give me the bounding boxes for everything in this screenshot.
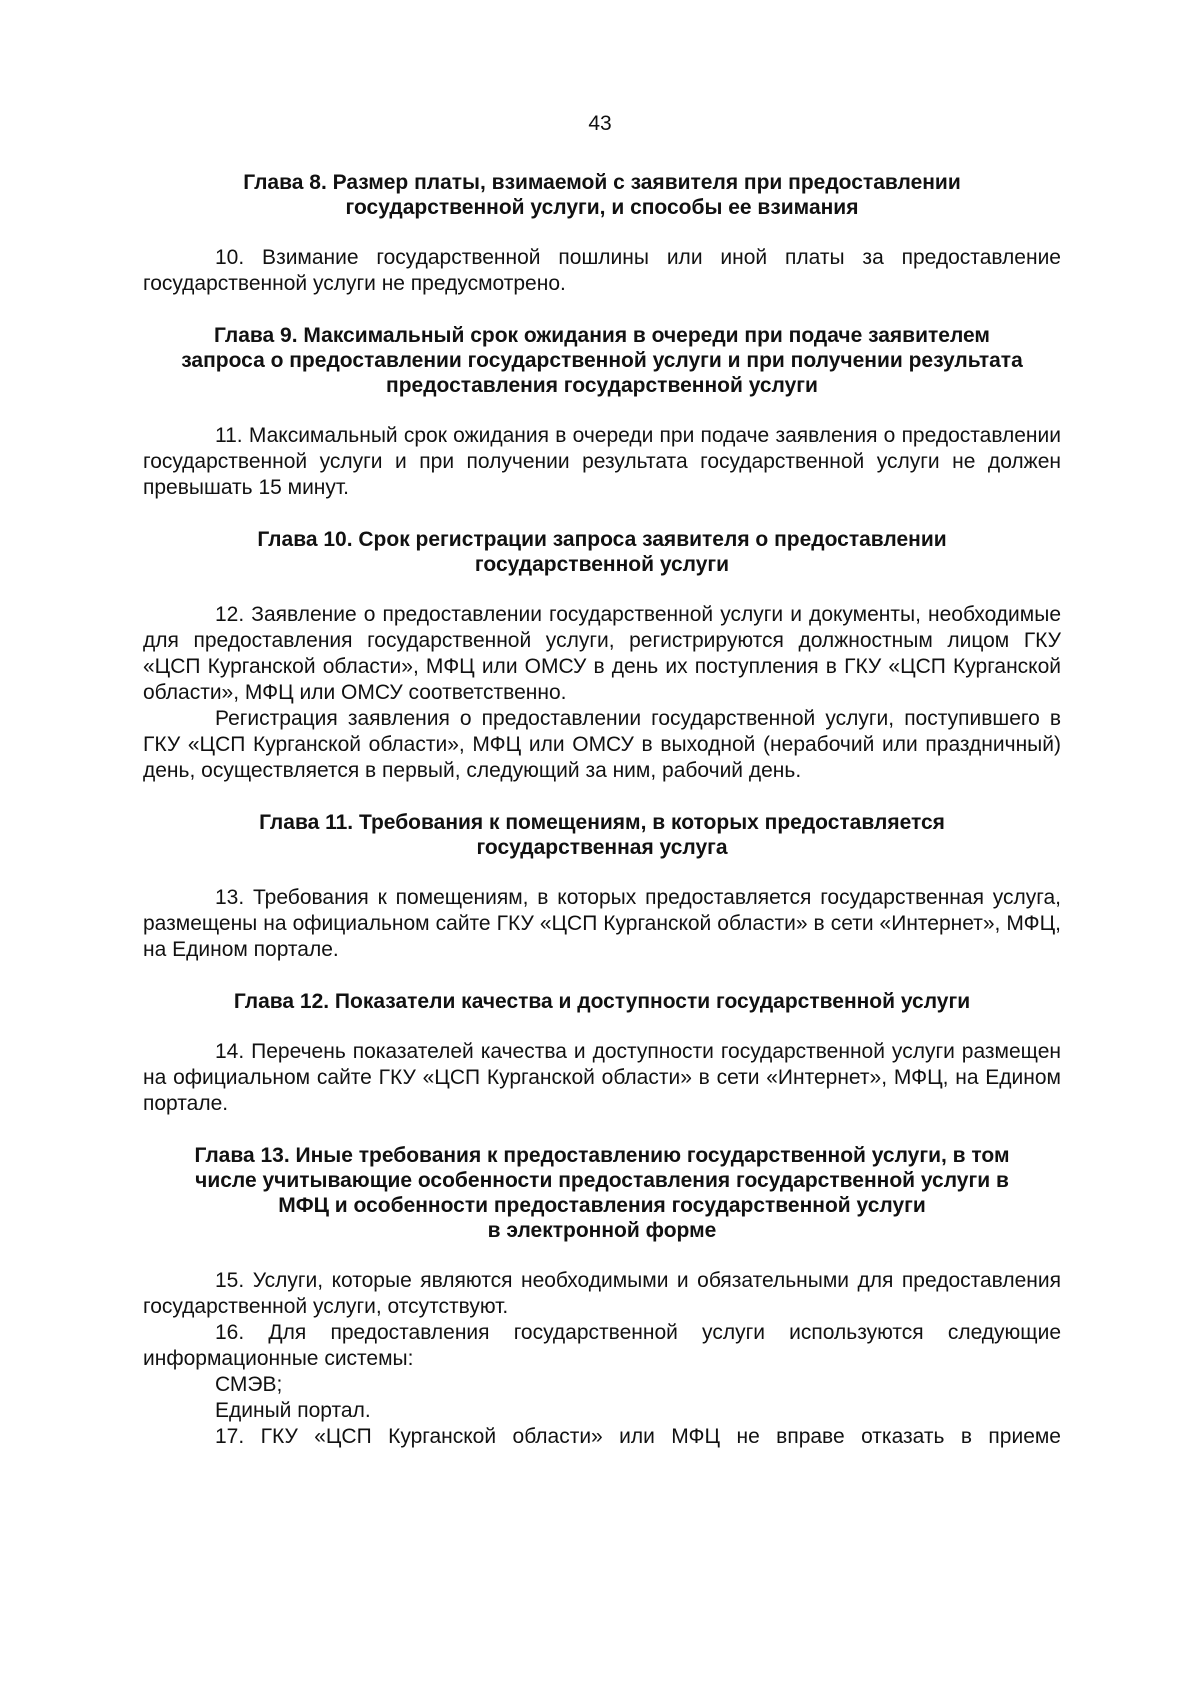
paragraph-15: 15. Услуги, которые являются необходимыми и обязательными для предоставления государственной услуги, отсутствуют. bbox=[143, 1269, 1061, 1318]
chapter-8-heading bbox=[143, 170, 1061, 220]
heading-line: государственной услуги, и способы ее взимания bbox=[345, 196, 859, 219]
list-item-portal: Единый портал. bbox=[215, 1399, 371, 1422]
paragraph-16: 16. Для предоставления государственной услуги используются следующие информационные системы: bbox=[143, 1321, 1061, 1370]
heading-line: в электронной форме bbox=[487, 1219, 717, 1242]
chapter-12-heading bbox=[143, 989, 1061, 1014]
heading-line: предоставления государственной услуги bbox=[386, 374, 818, 397]
heading-line: Глава 8. Размер платы, взимаемой с заявителя при предоставлении bbox=[243, 171, 961, 194]
paragraph-14: 14. Перечень показателей качества и доступности государственной услуги размещен на официальном сайте ГКУ «ЦСП Курганской области» в сети «Интернет», МФЦ, на Едином портале. bbox=[143, 1040, 1061, 1115]
chapter-9-heading bbox=[143, 323, 1061, 398]
chapter-10-heading bbox=[143, 527, 1061, 577]
chapter-11-heading bbox=[143, 810, 1061, 860]
paragraph-17: 17. ГКУ «ЦСП Курганской области» или МФЦ не вправе отказать в приеме bbox=[215, 1425, 1061, 1448]
heading-line: Глава 9. Максимальный срок ожидания в очереди при подаче заявителем bbox=[214, 324, 990, 347]
paragraph-10: 10. Взимание государственной пошлины или иной платы за предоставление государственной услуги не предусмотрено. bbox=[143, 246, 1061, 295]
heading-line: МФЦ и особенности предоставления государственной услуги bbox=[278, 1194, 926, 1217]
heading-line: запроса о предоставлении государственной услуги и при получении результата bbox=[181, 349, 1023, 372]
paragraph-13: 13. Требования к помещениям, в которых предоставляется государственная услуга, размещены на официальном сайте ГКУ «ЦСП Курганской области» в сети «Интернет», МФЦ, на Едином портале. bbox=[143, 886, 1061, 961]
chapter-13-heading bbox=[143, 1143, 1061, 1243]
document-body bbox=[143, 170, 1061, 1450]
paragraph-12: 12. Заявление о предоставлении государственной услуги и документы, необходимые для предоставления государственной услуги, регистрируются должностным лицом ГКУ «ЦСП Курганской области», МФЦ или ОМСУ в день их поступления в ГКУ «ЦСП Курганской области», МФЦ или ОМСУ соответственно. bbox=[143, 603, 1061, 704]
paragraph-11: 11. Максимальный срок ожидания в очереди при подаче заявления о предоставлении государственной услуги и при получении результата государственной услуги не должен превышать 15 минут. bbox=[143, 424, 1061, 499]
heading-line: Глава 13. Иные требования к предоставлению государственной услуги, в том bbox=[194, 1144, 1010, 1167]
heading-line: числе учитывающие особенности предоставления государственной услуги в bbox=[195, 1169, 1009, 1192]
heading-line: Глава 11. Требования к помещениям, в которых предоставляется bbox=[259, 811, 945, 834]
heading-line: Глава 12. Показатели качества и доступности государственной услуги bbox=[233, 990, 971, 1013]
paragraph-12-registration: Регистрация заявления о предоставлении государственной услуги, поступившего в ГКУ «ЦСП Курганской области», МФЦ или ОМСУ в выходной (нерабочий или праздничный) день, осуществляется в первый, следующий за ним, рабочий день. bbox=[143, 707, 1061, 782]
page-number: 43 bbox=[588, 112, 612, 135]
heading-line: Глава 10. Срок регистрации запроса заявителя о предоставлении bbox=[257, 528, 947, 551]
heading-line: государственной услуги bbox=[474, 553, 730, 576]
list-item-smev: СМЭВ; bbox=[215, 1373, 283, 1396]
heading-line: государственная услуга bbox=[476, 836, 728, 859]
